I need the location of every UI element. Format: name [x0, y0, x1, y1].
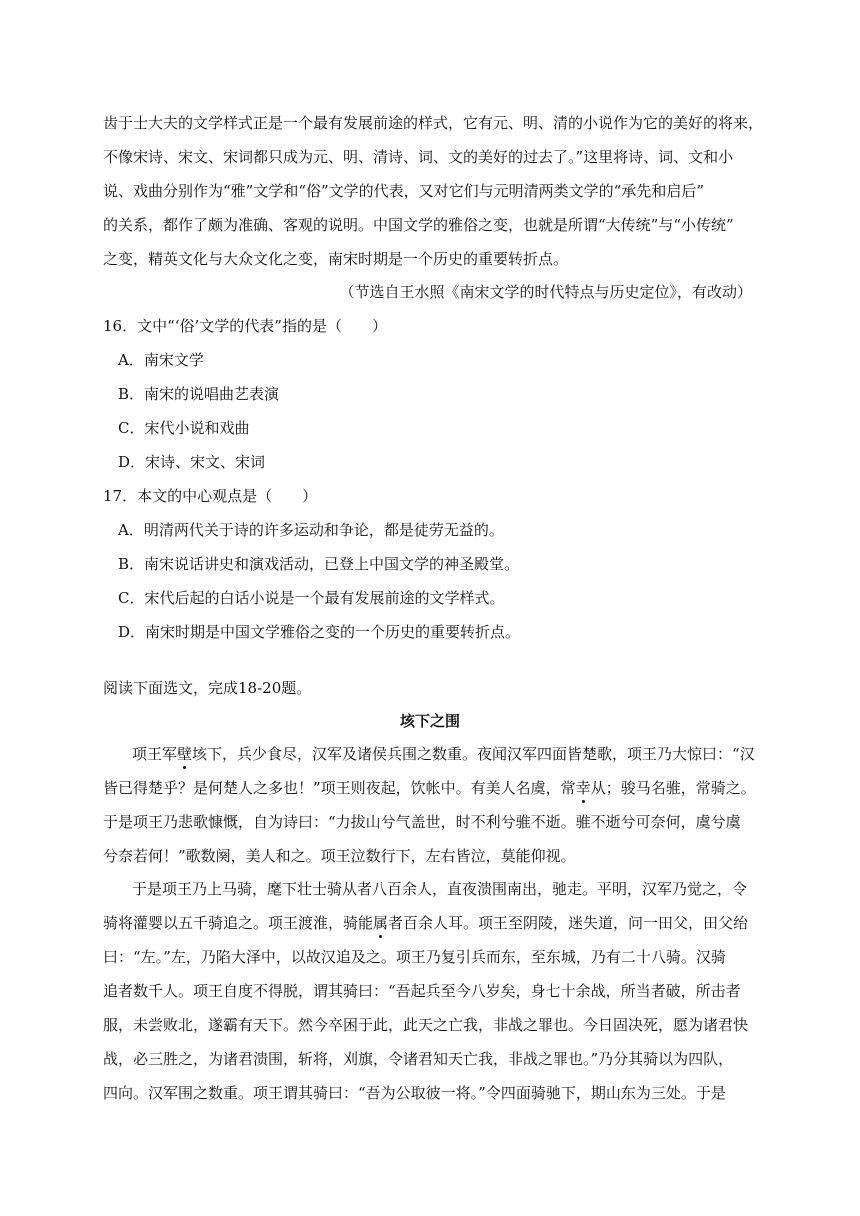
emphasis-dot-char: 幸 [575, 779, 591, 797]
passage2-p1-line-1: 项王军壁垓下，兵少食尽，汉军及诸侯兵围之数重。夜闻汉军四面皆楚歌，项王乃大惊曰：“汉 [132, 745, 755, 763]
passage2-p1-line-4: 兮奈若何！”歌数阕，美人和之。项王泣数行下，左右皆泣，莫能仰视。 [103, 847, 576, 865]
reading-instruction: 阅读下面选文，完成18-20题。 [103, 679, 312, 697]
passage2-p2-line-1: 于是项王乃上马骑，麾下壮士骑从者八百余人，直夜溃围南出，驰走。平明，汉军乃觉之，令 [132, 880, 748, 898]
passage1-line-5: 之变，精英文化与大众文化之变，南宋时期是一个历史的重要转折点。 [103, 250, 569, 268]
question-16-option-d: D．宋诗、宋文、宋词 [118, 453, 266, 471]
question-17-option-d: D．南宋时期是中国文学雅俗之变的一个历史的重要转折点。 [118, 623, 521, 641]
question-16-option-a: A．南宋文学 [118, 351, 204, 369]
passage2-p2-line-3: 曰：“左。”左，乃陷大泽中，以故汉追及之。项王乃复引兵而东，至东城，乃有二十八骑。汉骑 [103, 948, 726, 966]
passage2-p2-line-5: 服，未尝败北，遂霸有天下。然今卒困于此，此天之亡我，非战之罪也。今日固决死，愿为诸君快 [103, 1016, 749, 1034]
passage2-p1-line-2: 皆已得楚乎？是何楚人之多也！”项王则夜起，饮帐中。有美人名虞，常幸从；骏马名骓，常骑之。 [103, 779, 756, 797]
emphasis-dot-char: 壁 [177, 745, 193, 763]
question-17-option-c: C．宋代后起的白话小说是一个最有发展前途的文学样式。 [118, 589, 505, 607]
question-17-stem: 17．本文的中心观点是（ ） [103, 487, 318, 505]
question-16-option-b: B．南宋的说唱曲艺表演 [118, 385, 280, 403]
passage2-p1-line-3: 于是项王乃悲歌慷慨，自为诗曰：“力拔山兮气盖世，时不利兮骓不逝。骓不逝兮可奈何，虞兮虞 [103, 813, 741, 831]
passage1-line-1: 齿于士大夫的文学样式正是一个最有发展前途的样式，它有元、明、清的小说作为它的美好的将来， [103, 114, 764, 132]
passage2-p2-line-2: 骑将灌婴以五千骑追之。项王渡淮，骑能属者百余人耳。项王至阴陵，迷失道，问一田父，田父绐 [103, 914, 749, 932]
passage1-line-4: 的关系，都作了颇为准确、客观的说明。中国文学的雅俗之变，也就是所谓“大传统”与“小传统” [103, 216, 734, 234]
question-17-option-a: A．明清两代关于诗的许多运动和争论，都是徒劳无益的。 [118, 521, 504, 539]
question-17-option-b: B．南宋说话讲史和演戏活动，已登上中国文学的神圣殿堂。 [118, 555, 520, 573]
question-16-option-c: C．宋代小说和戏曲 [118, 419, 250, 437]
emphasis-dot-char: 属 [373, 914, 389, 932]
passage1-source: （节选自王水照《南宋文学的时代特点与历史定位》，有改动） [339, 283, 752, 301]
question-16-stem: 16．文中“‘俗’文学的代表”指的是（ ） [103, 317, 387, 335]
passage1-line-3: 说、戏曲分别作为“雅”文学和“俗”文学的代表，又对它们与元明清两类文学的“承先和启后” [103, 182, 705, 200]
passage1-line-2: 不像宋诗、宋文、宋词都只成为元、明、清诗、词、文的美好的过去了。”这里将诗、词、文和小 [103, 148, 734, 166]
passage2-p2-line-7: 四向。汉军围之数重。项王谓其骑曰：“吾为公取彼一将。”令四面骑驰下，期山东为三处。于是 [103, 1084, 726, 1102]
passage2-p2-line-6: 战，必三胜之，为诸君溃围，斩将，刈旗，令诸君知天亡我，非战之罪也。”乃分其骑以为四队， [103, 1050, 734, 1068]
passage2-title: 垓下之围 [399, 712, 460, 730]
passage2-p2-line-4: 追者数千人。项王自度不得脱，谓其骑曰：“吾起兵至今八岁矣，身七十余战，所当者破，所击者 [103, 982, 741, 1000]
